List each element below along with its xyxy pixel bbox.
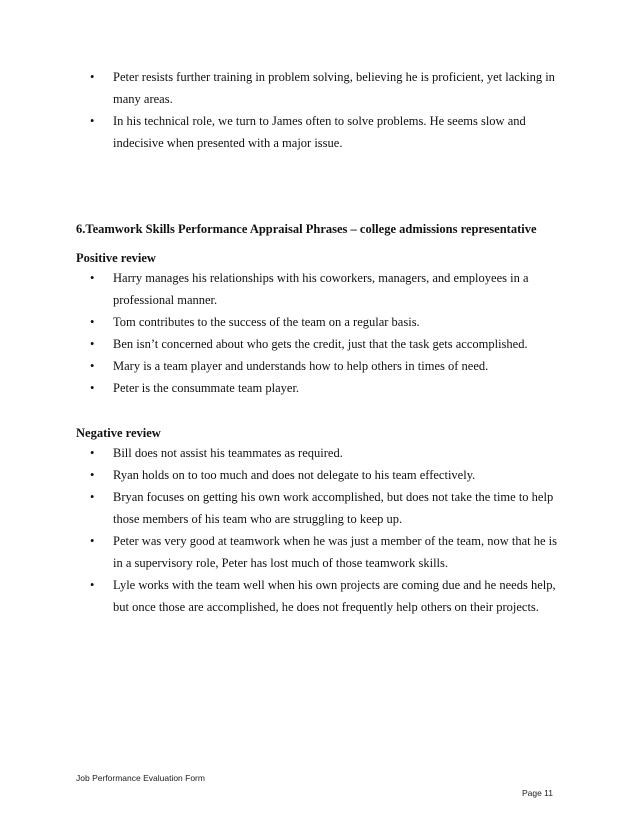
bullet-marker: • <box>90 70 95 84</box>
intro-bullet-1-line-1: Peter resists further training in problem solving, believing he is proficient, yet lacking in <box>113 70 555 84</box>
intro-bullet-1-line-2: many areas. <box>113 92 173 106</box>
bullet-marker: • <box>90 114 95 128</box>
bullet-marker: • <box>90 446 95 460</box>
negative-item-4-line-1: Peter was very good at teamwork when he was just a member of the team, now that he is <box>113 534 557 548</box>
positive-item-5: Peter is the consummate team player. <box>113 381 300 395</box>
positive-item-1-line-1: Harry manages his relationships with his coworkers, managers, and employees in a <box>113 271 529 285</box>
negative-review-heading: Negative review <box>76 426 161 440</box>
negative-item-5-line-1: Lyle works with the team well when his own projects are coming due and he needs help, <box>113 578 556 592</box>
positive-item-2: Tom contributes to the success of the team on a regular basis. <box>113 315 420 329</box>
footer-page-number: Page 11 <box>521 788 553 798</box>
negative-item-2: Ryan holds on to too much and does not delegate to his team effectively. <box>113 468 476 482</box>
negative-item-4-line-2: in a supervisory role, Peter has lost much of those teamwork skills. <box>113 556 449 570</box>
bullet-marker: • <box>90 490 95 504</box>
negative-item-3-line-2: those members of his team who are struggling to keep up. <box>113 512 403 526</box>
footer-form-name: Job Performance Evaluation Form <box>76 773 205 783</box>
negative-item-1: Bill does not assist his teammates as required. <box>113 446 343 460</box>
positive-review-heading: Positive review <box>76 251 156 265</box>
section-title: 6.Teamwork Skills Performance Appraisal Phrases – college admissions representative <box>76 222 537 236</box>
bullet-marker: • <box>90 337 95 351</box>
positive-item-1-line-2: professional manner. <box>113 293 218 307</box>
negative-item-5-line-2: but once those are accomplished, he does not frequently help others on their projects. <box>113 600 539 614</box>
bullet-marker: • <box>90 578 95 592</box>
negative-item-3-line-1: Bryan focuses on getting his own work accomplished, but does not take the time to help <box>113 490 554 504</box>
bullet-marker: • <box>90 359 95 373</box>
bullet-marker: • <box>90 315 95 329</box>
intro-bullet-2-line-2: indecisive when presented with a major issue. <box>113 136 343 150</box>
bullet-marker: • <box>90 381 95 395</box>
intro-bullet-2-line-1: In his technical role, we turn to James often to solve problems. He seems slow and <box>113 114 526 128</box>
bullet-marker: • <box>90 271 95 285</box>
positive-item-4: Mary is a team player and understands how to help others in times of need. <box>113 359 489 373</box>
bullet-marker: • <box>90 468 95 482</box>
positive-item-3: Ben isn’t concerned about who gets the credit, just that the task gets accomplished. <box>113 337 528 351</box>
bullet-marker: • <box>90 534 95 548</box>
